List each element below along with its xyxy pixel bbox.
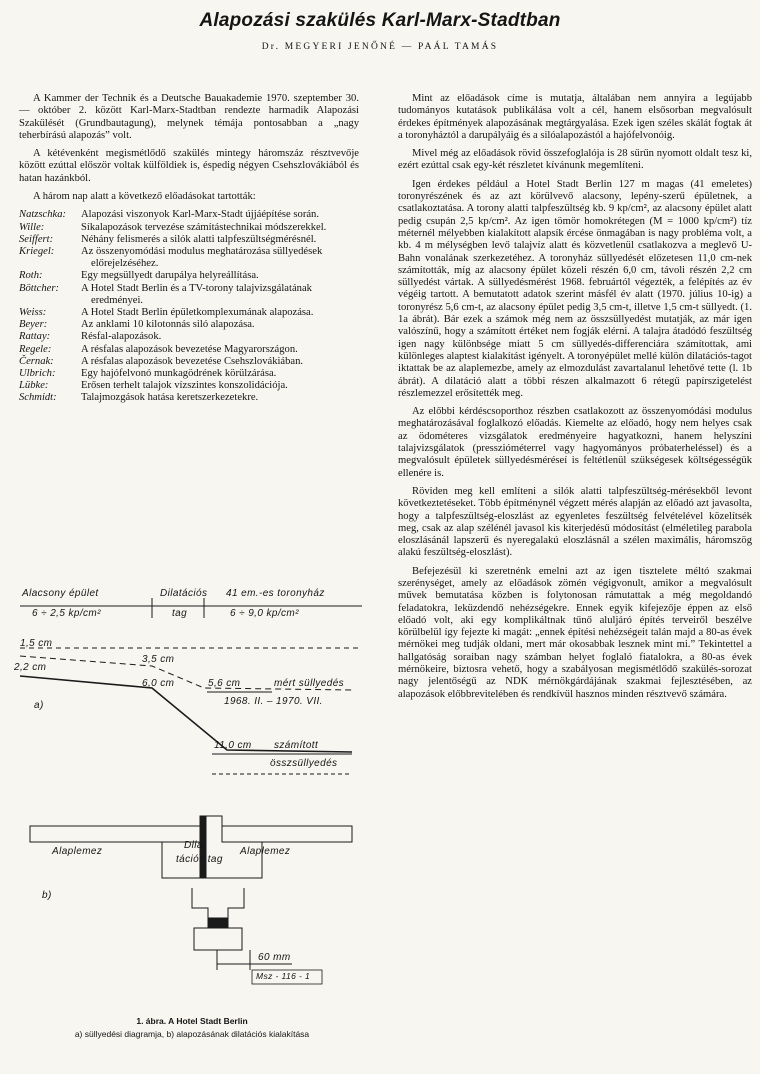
paragraph: Mint az előadások címe is mutatja, általában nem annyira a legújabb tudományos kutatások publikálása volt a cél, hanem elsősorban megvalósult érdekes építmények alapozásának megtárgyalása. Ezek igen széles skálát fogtak át a toronyháztól a darupályáig és a silóalapozástól a hajófelvonóig. [398,93,752,141]
talk-item [19,234,359,246]
paragraph: Befejezésül ki szeretnénk emelni azt az igen tisztelete méltó szakmai szerénységet, amely az előadások zömén végigvonult, amikor a megvalósult művek bemutatása közben is folytonosan rámutattak a még megoldandó feladatokra, leküzdendő nehézségekre. Ennek egyik kifejezője éppen az első előadó volt, aki egy komplikáltnak tűnő aluljáró építés terveiről beszélve körülbelül így fejezte ki magát: „ennek építési nehézségeit talán majd a 80-as évek mérnökei meg tudják oldani, mert már okosabbak lesznek mint mi.” Tekintettel a hallgatóság soraiban nagy számban helyet foglaló fiatalokra, a 80-as évek mérnökeire, biztosra vehető, hogy a szabályosan megismétlődő szakülés-sorozat nagy jelentőségű az NDK mérnökgárdájának szakmai fejlesztésében, az alapozások előbbrevitelében és rendkívül hasznos minden résztvevő számára. [398,565,752,700]
talk-topic: Az anklami 10 kilotonnás siló alapozása. [81,319,255,331]
figure-1 [12,578,372,1058]
label-5-6cm: 5,6 cm [208,678,241,689]
dilatation-top [205,816,222,826]
label-6-0cm: 6,0 cm [142,678,175,689]
paragraph: A kétévenként megismétlődő szakülés mintegy háromszáz résztvevője között ezúttal először voltak külföldiek is, éspedig négyen Csehszlovákiából és hatan hazánkból. [19,148,359,184]
paragraph: Igen érdekes például a Hotel Stadt Berlin 127 m magas (41 emeletes) toronyrészének és az azt körülvevő alacsony, lepény-szerű épületnek, a csatlakoztatása. A torony alatti talpfeszültség kb. 9 kp/cm², az alacsony épület alatt pedig csupán 2,5 kp/cm². Az igen tömör homokrétegen (M = 1000 kp/cm²) tíz méternél mélyebben kialakított alapsík ércése önmagában is nagy probléma volt, a kb. 4 m mélységben levő talajvíz alatt és közvetlenül csatlakozva a meglevő U-Bahn vonalának szerkezetéhez. A toronyház süllyedését előzetesen 11,0 cm-nek számították, míg az alacsony épület közeli részén 6,0 cm, távoli részén 2,2 cm süllyedést vártak. A süllyedésmérést 1968. februártól végezték, a felépítés az év végéig tartott. A bemutatott adatok szerint másfél év alatt (1970. július 10-ig) a toronyrész 5,6 cm-t, az alacsony épület pedig 3,5 cm-t, illetve 1,5 cm-t süllyedt. (1. 1a ábrát). Bár ezek a számok még nem az összsüllyedést mutatják, az már igen valószínű, hogy a számított értéket nem fogják elérni. A talajra átadódó feszültség igen nagy különbsége miatt 5 cm süllyedés-differenciára számítottak, ami különleges alaptest kialakítást igényelt. A toronyépület mellé külön dilatációs-tagot iktattak be az alaplemezbe, amely az elmozdulást zavartalanul lehetővé tette (l. 1b ábrát). A dilatáció alatt a többi részen alkalmazott 6 rétegű papírszigetelést részlemezzel erősítették meg. [398,178,752,399]
paragraph: A három nap alatt a következő előadásokat tartották: [33,191,256,203]
figure-caption-text: a) süllyedési diagramja, b) alapozásának dilatációs kialakítása [74,1029,310,1039]
talk-item [19,331,359,343]
talk-topic: Az összenyomódási modulus meghatározása süllyedések előrejelzéséhez. [81,245,323,270]
talk-speaker: Regele: [19,343,52,355]
talk-speaker: Kriegel: [19,245,55,257]
paragraph: A Kammer der Technik és a Deutsche Bauakademie 1970. szeptember 30. — október 2. között Karl-Marx-Stadtban rendezte harmadik Alapozási Szakülését (Grundbautagung), melynek témája pontosabban a „nagy teherbírású alapozás” volt. [19,93,359,141]
talk-topic: Egy hajófelvonó munkagödrének körülzárása. [81,368,277,380]
label-calculated: számított [274,740,319,751]
talk-topic: Néhány felismerés a silók alatti talpfeszültségmérésnél. [81,233,317,245]
talk-item [19,209,359,221]
label-foundation-plate-right: Alaplemez [240,846,291,857]
talk-speaker: Wille: [19,221,45,233]
talk-speaker: Böttcher: [19,282,60,294]
header-tower: 41 em.-es toronyház [226,588,325,599]
talk-speaker: Seiffert: [19,233,54,245]
talk-speaker: Beyer: [19,319,48,331]
talk-topic: A Hotel Stadt Berlin épületkomplexumának alapozása. [81,307,314,318]
talk-topic: Alapozási viszonyok Karl-Marx-Stadt újjáépítése során. [81,209,319,221]
label-dilatation-element: tációs tag [176,854,223,865]
label-2-2cm: 2,2 cm [14,662,47,673]
label-11-0cm: 11,0 cm [214,740,252,751]
talk-item [19,222,359,234]
label-measured-settlement: mért süllyedés [274,678,345,689]
talk-topic: Erősen terhelt talajok vízszintes konszolidációja. [81,380,288,392]
label-3-5cm: 3,5 cm [142,654,175,665]
right-column [398,93,752,707]
talk-speaker: Rattay: [19,331,51,343]
label-foundation-plate-left: Alaplemez [52,846,103,857]
talk-topic: Síkalapozások tervezése számítástechnikai módszerekkel. [81,221,327,233]
header-low-building: Alacsony épület [22,588,99,599]
label-dilatation: Dila- [184,840,207,851]
talk-item [19,307,359,319]
talk-item [19,246,359,270]
talk-speaker: Ulbrich: [19,368,56,380]
header-dilatation-tag: tag [172,608,188,619]
article-title: Alapozási szakülés Karl-Marx-Stadtban [199,10,561,31]
talk-item [19,270,359,282]
talk-speaker: Natzschka: [19,209,67,221]
header-dilatation: Dilatációs [160,588,208,599]
foundation-plate-right [222,826,352,842]
talk-topic: Résfal-alapozások. [81,331,162,343]
drawing-code: Msz - 116 - 1 [256,971,311,981]
panel-label-a: a) [34,700,44,711]
talk-item [19,283,359,307]
talk-topic: A résfalas alapozások bevezetése Csehszlovákiában. [81,355,304,367]
talk-topic: Talajmozgások hatása keretszerkezetekre. [81,392,259,404]
label-60mm: 60 mm [258,952,291,963]
panel-label-b: b) [42,890,52,901]
talk-speaker: Lübke: [19,380,49,392]
figure-caption-title: 1. ábra. A Hotel Stadt Berlin [136,1016,248,1026]
talk-speaker: Černak: [19,355,54,367]
talk-topic: A Hotel Stadt Berlin és a TV-torony talajvizsgálatának eredményei. [81,282,312,306]
label-measurement-period: 1968. II. – 1970. VII. [224,696,323,707]
article-authors: Dr. MEGYERI JENŐNÉ — PAÁL TAMÁS [261,42,499,52]
header-low-pressure: 6 ÷ 2,5 kp/cm² [32,608,101,619]
paragraph: Mivel még az előadások rövid összefoglalója is 28 sűrűn nyomott oldalt tesz ki, ezért ezúttal csak egy-két részletet kívánunk megemlíteni. [398,148,752,172]
talk-speaker: Roth: [19,270,43,282]
joint-filler [208,918,228,928]
foundation-plate-left [30,826,205,842]
left-column [19,93,359,409]
talk-list [19,209,359,404]
label-total-settlement: összsüllyedés [270,758,338,769]
talk-item [19,368,359,380]
talk-topic: A résfalas alapozások bevezetése Magyarországon. [81,343,298,355]
talk-speaker: Weiss: [19,307,47,318]
talk-item [19,392,359,404]
talk-item [19,356,359,368]
paragraph: Röviden meg kell említeni a silók alatti talpfeszültség-mérésekből levont következtetéseket. Több építménynél végzett mérés alapján az előadó azt javasolta, hogy a talpfeszültség-eloszlást az egyenletes feszültség felvételével közelítsék meg, csak az alap szélénél javasol kis kiterjedésű módosítást (elméletileg parabola eloszlásánál lapszerű és nyeregalakú eloszlásnál a szélen maximális, háromszög alakú feszültség-eloszlást). [398,485,752,559]
paragraph: Az előbbi kérdéscsoporthoz részben csatlakozott az összenyomódási modulus meghatározásával foglalkozó előadás. Kiemelte az előadó, hogy nem helyes csak az ödométeres vizsgálatok eredményeire hagyatkozni, hanem helyszíni talajvizsgálatok (presszióméterrel vagy hagyományos próbaterheléssel) és a megvalósult épületek süllyedésméréseí is feltétlenül szükségesek költségességük ellenére is. [398,406,752,479]
label-1-5cm: 1,5 cm [20,638,53,649]
figure-drawing [12,578,372,1018]
talk-item [19,344,359,356]
header-tower-pressure: 6 ÷ 9,0 kp/cm² [230,608,299,619]
talk-item [19,380,359,392]
talk-item [19,319,359,331]
talk-topic: Egy megsüllyedt darupálya helyreállítása. [81,270,259,282]
talk-speaker: Schmidt: [19,392,57,404]
